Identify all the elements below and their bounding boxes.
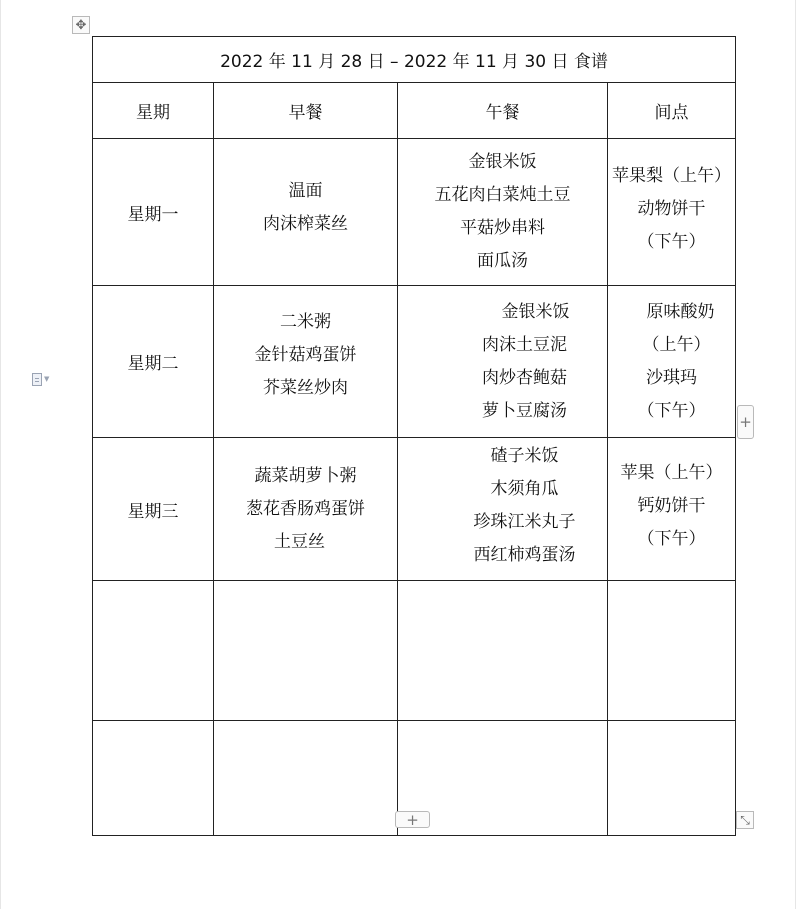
menu-item: 五花肉白菜炖土豆	[434, 185, 571, 205]
lunch-cell[interactable]	[398, 139, 608, 286]
table-row	[93, 286, 736, 438]
header-lunch[interactable]: 午餐	[398, 83, 608, 139]
empty-cell[interactable]	[398, 581, 608, 721]
table-title[interactable]: 2022 年 11 月 28 日 – 2022 年 11 月 30 日 食谱	[93, 37, 736, 83]
menu-item: 金针菇鸡蛋饼	[254, 345, 357, 365]
add-column-button[interactable]: +	[737, 405, 754, 439]
lunch-cell[interactable]	[398, 286, 608, 438]
document-icon[interactable]	[32, 371, 56, 387]
empty-cell[interactable]	[93, 581, 214, 721]
table-row	[93, 139, 736, 286]
menu-item: 苹果（上午）	[620, 462, 723, 483]
menu-item: 肉沫土豆泥	[482, 334, 567, 355]
menu-item: 珍珠江米丸子	[473, 512, 576, 532]
menu-item: 西红柿鸡蛋汤	[473, 545, 576, 565]
day-label: 星期三	[127, 501, 179, 522]
menu-item: 肉沫榨菜丝	[263, 214, 348, 234]
menu-item: 蔬菜胡萝卜粥	[254, 465, 357, 486]
menu-item: 钙奶饼干	[637, 495, 706, 516]
header-day[interactable]: 星期	[93, 83, 214, 139]
menu-item: 木须角瓜	[490, 479, 559, 499]
menu-item: 原味酸奶	[646, 301, 715, 322]
menu-table	[92, 36, 736, 836]
menu-item: 肉炒杏鲍菇	[482, 367, 567, 388]
snack-cell[interactable]	[608, 139, 736, 286]
menu-item: 土豆丝	[274, 531, 325, 552]
empty-cell[interactable]	[608, 721, 736, 836]
chevron-down-icon: ▼	[44, 375, 50, 383]
empty-cell[interactable]	[214, 721, 398, 836]
menu-item: （下午）	[637, 400, 706, 421]
empty-cell[interactable]	[214, 581, 398, 721]
breakfast-cell[interactable]	[214, 139, 398, 286]
day-cell[interactable]	[93, 438, 214, 581]
menu-item: （下午）	[637, 231, 706, 252]
day-cell[interactable]	[93, 139, 214, 286]
snack-cell[interactable]	[608, 438, 736, 581]
menu-item: 金银米饭	[468, 152, 537, 172]
snack-cell[interactable]	[608, 286, 736, 438]
menu-item: 芥菜丝炒肉	[263, 378, 348, 398]
menu-item: 面瓜汤	[477, 251, 528, 271]
menu-item: 温面	[288, 181, 323, 201]
add-row-button[interactable]: +	[395, 811, 430, 828]
breakfast-cell[interactable]	[214, 286, 398, 438]
header-snack[interactable]: 间点	[608, 83, 736, 139]
table-row	[93, 438, 736, 581]
breakfast-cell[interactable]	[214, 438, 398, 581]
menu-item: 二米粥	[280, 312, 331, 332]
menu-item: 金银米饭	[501, 301, 570, 322]
menu-item: 碴子米饭	[490, 446, 559, 466]
sheet-icon	[32, 373, 42, 386]
menu-item: 葱花香肠鸡蛋饼	[246, 498, 365, 519]
day-cell[interactable]	[93, 286, 214, 438]
day-label: 星期二	[127, 354, 179, 374]
header-breakfast[interactable]: 早餐	[214, 83, 398, 139]
menu-item: 萝卜豆腐汤	[482, 400, 567, 421]
menu-item: 动物饼干	[637, 198, 706, 219]
menu-item: 苹果梨（上午）	[612, 165, 731, 186]
menu-item: 平菇炒串料	[460, 218, 545, 238]
empty-cell[interactable]	[93, 721, 214, 836]
table-move-handle-icon[interactable]: ✥	[72, 16, 90, 34]
menu-item: （上午）	[642, 334, 711, 355]
menu-item: （下午）	[637, 528, 706, 549]
menu-item: 沙琪玛	[646, 367, 697, 388]
header-row	[93, 83, 736, 139]
table-row	[93, 581, 736, 721]
empty-cell[interactable]	[608, 581, 736, 721]
day-label: 星期一	[127, 204, 179, 225]
table-resize-handle-icon[interactable]: ⤡	[736, 811, 754, 829]
lunch-cell[interactable]	[398, 438, 608, 581]
